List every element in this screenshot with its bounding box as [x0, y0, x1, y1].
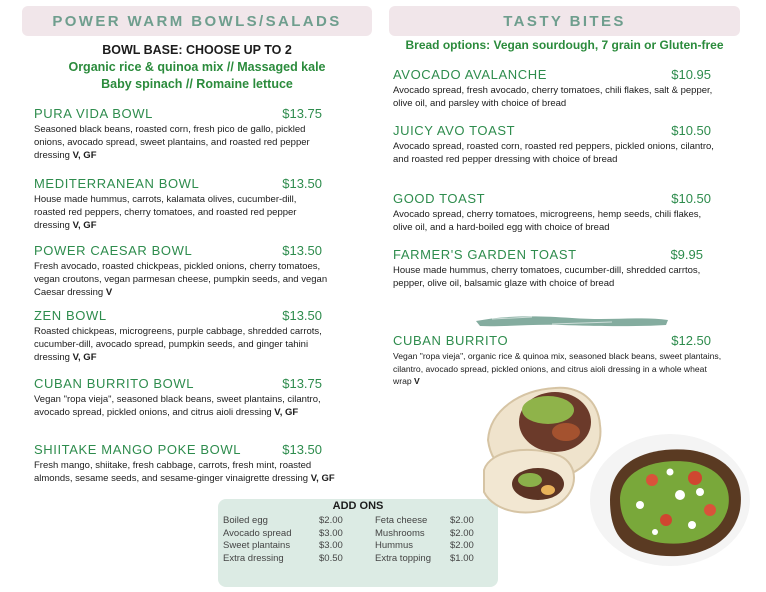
add-on-row	[223, 515, 359, 528]
add-on-name: Boiled egg	[223, 515, 268, 526]
item-price: $9.95	[670, 247, 703, 262]
diet-tag: V	[414, 376, 420, 386]
add-on-name: Extra dressing	[223, 552, 284, 564]
item-name: CUBAN BURRITO BOWL	[34, 376, 195, 391]
add-on-name: Hummus	[375, 540, 414, 551]
diet-tag: V, GF	[310, 473, 335, 484]
add-ons-title: ADD ONS	[332, 500, 384, 512]
item-price: $13.75	[282, 106, 322, 121]
food-photo-burrito-and-toast	[470, 380, 760, 580]
menu-item	[393, 247, 720, 290]
item-description: Fresh mango, shiitake, fresh cabbage, carrots, fresh mint, roasted almonds, sesame seeds, and sesame-ginger vinaigrette dressing	[34, 460, 312, 484]
diet-tag: V, GF	[72, 352, 97, 363]
add-on-price: $2.00	[450, 515, 474, 526]
add-on-row	[223, 540, 359, 553]
item-price: $13.50	[282, 442, 322, 457]
item-price: $13.50	[282, 176, 322, 191]
add-on-row	[223, 553, 359, 566]
item-name: JUICY AVO TOAST	[393, 123, 516, 138]
item-name: ZEN BOWL	[34, 308, 107, 323]
menu-item	[393, 123, 720, 166]
bowl-base-title: BOWL BASE: CHOOSE UP TO 2	[102, 43, 292, 57]
add-on-price: $3.00	[319, 527, 343, 539]
bread-options: Bread options: Vegan sourdough, 7 grain or Gluten-free	[405, 38, 724, 52]
burrito-image	[484, 388, 600, 513]
item-price: $10.50	[671, 123, 711, 138]
diet-tag: V	[105, 287, 113, 298]
item-name: POWER CAESAR BOWL	[34, 243, 193, 258]
add-on-price: $0.50	[319, 552, 343, 564]
item-price: $13.75	[282, 376, 322, 391]
toast-image	[590, 434, 750, 566]
item-description: Roasted chickpeas, microgreens, purple cabbage, shredded carrots, cucumber-dill, avocado spread, pumpkin seeds, and ginger tahini dressing	[34, 326, 322, 363]
item-price: $12.50	[671, 333, 711, 348]
item-price: $13.50	[282, 308, 322, 323]
brush-stroke-divider	[472, 310, 672, 332]
item-name: AVOCADO AVALANCHE	[393, 67, 547, 82]
diet-tag: V, GF	[274, 407, 299, 418]
item-name: MEDITERRANEAN BOWL	[34, 176, 200, 191]
menu-item	[34, 176, 330, 232]
add-on-price: $2.00	[319, 515, 343, 526]
menu-item	[34, 308, 330, 364]
add-on-name: Feta cheese	[375, 515, 428, 526]
item-name: CUBAN BURRITO	[393, 333, 509, 348]
menu-item	[34, 376, 330, 419]
tasty-bites-title: TASTY BITES	[503, 12, 626, 30]
bowl-base-options-line1: Organic rice & quinoa mix // Massaged kale	[68, 60, 326, 74]
add-on-name: Sweet plantains	[223, 540, 291, 551]
item-name: GOOD TOAST	[393, 191, 486, 206]
add-on-price: $2.00	[450, 527, 474, 539]
item-name: FARMER'S GARDEN TOAST	[393, 247, 577, 262]
item-description: House made hummus, carrots, kalamata olives, cucumber-dill, roasted red peppers, cherry tomatoes, and roasted red pepper dressing	[34, 194, 297, 231]
bowls-section-banner	[22, 6, 372, 36]
bowl-base-options-line2: Baby spinach // Romaine lettuce	[101, 77, 293, 91]
item-price: $10.50	[671, 191, 711, 206]
menu-item	[34, 106, 330, 162]
menu-item	[34, 243, 330, 299]
item-name: SHIITAKE MANGO POKE BOWL	[34, 442, 242, 457]
item-price: $10.95	[671, 67, 711, 82]
add-on-row	[223, 528, 359, 541]
add-on-name: Avocado spread	[223, 527, 292, 539]
menu-item	[393, 67, 720, 110]
add-on-name: Mushrooms	[375, 527, 425, 539]
diet-tag: V, GF	[72, 150, 97, 161]
add-ons-box	[218, 499, 498, 587]
item-description: Vegan "ropa vieja", organic rice & quinoa mix, seasoned black beans, sweet plantains, cilantro, avocado spread, pickled onions, and citrus aioli dressing in a whole wheat wrap	[393, 351, 722, 386]
diet-tag: V, GF	[72, 220, 97, 231]
item-description: Avocado spread, roasted corn, roasted red peppers, pickled onions, cilantro, and roasted red pepper dressing with choice of bread	[393, 141, 714, 165]
item-description: Vegan "ropa vieja", seasoned black beans, sweet plantains, cilantro, avocado spread, pickled onions, and citrus aioli dressing	[34, 394, 321, 418]
item-price: $13.50	[282, 243, 322, 258]
item-description: House made hummus, cherry tomatoes, cucumber-dill, shredded carrtos, pepper, olive oil, balsamic glaze with choice of bread	[393, 265, 701, 289]
tasty-bites-banner	[389, 6, 740, 36]
item-description: Fresh avocado, roasted chickpeas, pickled onions, cherry tomatoes, vegan croutons, vegan parmesan cheese, pumpkin seeds, and vegan Caesar dressing	[34, 261, 328, 298]
item-description: Avocado spread, cherry tomatoes, microgreens, hemp seeds, chili flakes, olive oil, and a hard-boiled egg with choice of bread	[393, 209, 702, 233]
item-name: PURA VIDA BOWL	[34, 106, 153, 121]
item-description: Seasoned black beans, roasted corn, fresh pico de gallo, pickled onions, avocado spread, sweet plantains, and roasted red pepper dressing	[34, 124, 310, 161]
add-on-price: $1.00	[450, 552, 474, 564]
add-on-price: $2.00	[450, 540, 474, 551]
add-ons-column-1	[223, 515, 359, 565]
add-on-name: Extra topping	[375, 552, 431, 564]
item-description: Avocado spread, fresh avocado, cherry tomatoes, chili flakes, salt & pepper, olive oil, and parsley with choice of bread	[393, 85, 713, 109]
add-on-price: $3.00	[319, 540, 343, 551]
menu-item	[34, 442, 344, 485]
bowls-section-title: POWER WARM BOWLS/SALADS	[52, 12, 342, 30]
menu-item	[393, 191, 720, 234]
